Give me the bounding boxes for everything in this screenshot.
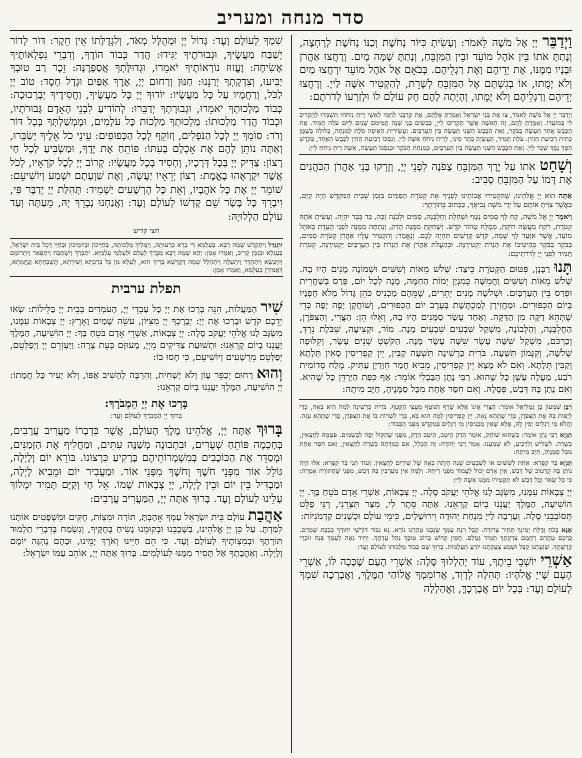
kaddish-lead-word: יִתְגַּדַּל: [268, 241, 283, 249]
passage-text: אֹתוֹ עַל יֶרֶךְ הַמִּזְבֵּחַ צָפֹנָה לִפְנֵי יְיָ, וְזָרְקוּ בְּנֵי אַהֲרֹן הַכֹּהֲנִים אֶת דָּמוֹ עַל הַמִּזְבֵּחַ סָבִיב:: [299, 160, 572, 187]
barchu-call: בָּרְכוּ אֶת יְיָ הַמְבֹרָךְ:: [104, 397, 188, 411]
column-divider: [291, 35, 292, 753]
commentary-tanya-1: [299, 431, 572, 456]
right-column: [299, 35, 572, 753]
passage-text: רַחוּם יְכַפֵּר עָוֹן וְלֹא יַשְׁחִית, וְהִרְבָּה לְהָשִׁיב אַפּוֹ, וְלֹא יָעִיר כָּל חֲמָתוֹ: יְיָ הוֹשִׁיעָה, הַמֶּלֶךְ יַעֲנֵנוּ בְיוֹם קָרְאֵנוּ:: [9, 370, 283, 394]
two-column-body: [10, 35, 572, 753]
passage-text: אַתָּה יְיָ, אֱלֹהֵינוּ מֶלֶךְ הָעוֹלָם, אֲשֶׁר בִּדְבָרוֹ מַעֲרִיב עֲרָבִים, בְּחָכְמָה פּוֹתֵחַ שְׁעָרִים, וּבִתְבוּנָה מְשַׁנֶּה עִתִּים, וּמַחֲלִיף אֶת הַזְּמַנִּים, וּמְסַדֵּר אֶת הַכּוֹכָבִים בְּמִשְׁמְרוֹתֵיהֶם בָּרָקִיעַ כִּרְצוֹנוֹ. בּוֹרֵא יוֹם וָלָיְלָה, גּוֹלֵל אוֹר מִפְּנֵי חֹשֶׁךְ וְחֹשֶׁךְ מִפְּנֵי אוֹר. וּמַעֲבִיר יוֹם וּמֵבִיא לָיְלָה, וּמַבְדִּיל בֵּין יוֹם וּבֵין לָיְלָה, יְיָ צְבָאוֹת שְׁמוֹ. אֵל חַי וְקַיָּם תָּמִיד יִמְלוֹךְ עָלֵינוּ לְעוֹלָם וָעֶד. בָּרוּךְ אַתָּה יְיָ, הַמַּעֲרִיב עֲרָבִים:: [9, 425, 283, 505]
kaddish-body: וְיִתְקַדַּשׁ שְׁמֵהּ רַבָּא. בְּעָלְמָא דִּי בְרָא כִרְעוּתֵהּ, וְיַמְלִיךְ מַלְכוּתֵהּ, בְּחַיֵּיכוֹן וּבְיוֹמֵיכוֹן וּבְחַיֵּי דְכָל בֵּית יִשְׂרָאֵל, בַּעֲגָלָא וּבִזְמַן קָרִיב, וְאִמְרוּ אָמֵן: יְהֵא שְׁמֵהּ רַבָּא מְבָרַךְ לְעָלַם וּלְעָלְמֵי עָלְמַיָּא. יִתְבָּרַךְ וְיִשְׁתַּבַּח וְיִתְפָּאַר וְיִתְרוֹמַם וְיִתְנַשֵּׂא וְיִתְהַדָּר וְיִתְעַלֶּה וְיִתְהַלָּל שְׁמֵהּ דְּקֻדְשָׁא בְּרִיךְ הוּא, לְעֵלָּא מִן כָּל בִּרְכָתָא וְשִׁירָתָא, תֻּשְׁבְּחָתָא וְנֶחֱמָתָא, דַּאֲמִירָן בְּעָלְמָא, וְאִמְרוּ אָמֵן:: [9, 241, 283, 274]
commentary-ana: [299, 526, 572, 551]
commentary-lead-word: תַּנְיָא: [559, 431, 572, 440]
commentary-text: שִׁמְעוֹן בֶּן גַּמְלִיאֵל אוֹמֵר: הַצֳּרִי אֵינוֹ אֶלָּא שְׂרָף הַנּוֹטֵף מֵעֲצֵי הַקְּטָף. בֹּרִית כַּרְשִׁינָה לְמָה הִיא בָאָה, כְּדֵי לְיַפּוֹת בָּהּ אֶת הַצִּפֹּרֶן, כְּדֵי שֶׁתְּהֵא נָאָה. יֵין קַפְרִיסִין לְמָה הוּא בָא, כְּדֵי לִשְׁרוֹת בּוֹ אֶת הַצִּפֹּרֶן, כְּדֵי שֶׁתְּהֵא עַזָּה. וַהֲלֹא מֵי רַגְלַיִם יָפִין לָהּ, אֶלָּא שֶׁאֵין מַכְנִיסִין מֵי רַגְלַיִם בַּמִּקְדָּשׁ מִפְּנֵי הַכָּבוֹד:: [299, 403, 572, 428]
commentary-text: הוּא יְיָ אֱלֹהֵינוּ, שֶׁהִקְטִירוּ אֲבוֹתֵינוּ לְפָנֶיךָ אֶת קְטֹרֶת הַסַּמִּים בִּזְמַן שֶׁבֵּית הַמִּקְדָּשׁ הָיָה קַיָּם, כַּאֲשֶׁר צִוִּיתָ אוֹתָם עַל יְדֵי מֹשֶׁה נְבִיאֶךָ, כַּכָּתוּב בְּתוֹרָתֶךָ:: [299, 190, 572, 210]
passage-vaydaber: [299, 35, 572, 105]
passage-lead-word: אַהֲבַת: [247, 506, 283, 525]
passage-text: יְיָ אֶל מֹשֶׁה לֵּאמֹר: וְעָשִׂיתָ כִּיּוֹר נְחֹשֶׁת וְכַנּוֹ נְחֹשֶׁת לְרָחְצָה, וְנָתַתָּ אֹתוֹ בֵּין אֹהֶל מוֹעֵד וּבֵין הַמִּזְבֵּחַ, וְנָתַתָּ שָׁמָּה מָיִם. וְרָחֲצוּ אַהֲרֹן וּבָנָיו מִמֶּנּוּ, אֶת יְדֵיהֶם וְאֶת רַגְלֵיהֶם. בְּבֹאָם אֶל אֹהֶל מוֹעֵד יִרְחֲצוּ מַיִם וְלֹא יָמֻתוּ, אוֹ בְגִשְׁתָּם אֶל הַמִּזְבֵּחַ לְשָׁרֵת, לְהַקְטִיר אִשֶּׁה לַייָ. וְרָחֲצוּ יְדֵיהֶם וְרַגְלֵיהֶם וְלֹא יָמֻתוּ, וְהָיְתָה לָהֶם חָק עוֹלָם לוֹ וּלְזַרְעוֹ לְדֹרֹתָם:: [299, 37, 572, 103]
commentary-block: וַיְדַבֵּר יְיָ אֶל מֹשֶׁה לֵּאמֹר, צַו אֶת בְּנֵי יִשְׂרָאֵל וְאָמַרְתָּ אֲלֵהֶם, אֶת קָרְבָּנִי לַחְמִי לְאִשַּׁי רֵיחַ נִיחֹחִי תִּשְׁמְרוּ לְהַקְרִיב לִי בְּמוֹעֲדוֹ. וְאָמַרְתָּ לָהֶם, זֶה הָאִשֶּׁה אֲשֶׁר תַּקְרִיבוּ לַייָ, כְּבָשִׂים בְּנֵי שָׁנָה תְמִימִם שְׁנַיִם לַיּוֹם עֹלָה תָמִיד. אֶת הַכֶּבֶשׂ אֶחָד תַּעֲשֶׂה בַבֹּקֶר, וְאֵת הַכֶּבֶשׂ הַשֵּׁנִי תַּעֲשֶׂה בֵּין הָעַרְבָּיִם. וַעֲשִׂירִית הָאֵיפָה סֹלֶת לְמִנְחָה, בְּלוּלָה בְּשֶׁמֶן כָּתִית רְבִיעִת הַהִין. עֹלַת תָּמִיד, הָעֲשֻׂיָה בְּהַר סִינַי, לְרֵיחַ נִיחֹחַ אִשֶּׁה לַייָ. וְנִסְכּוֹ רְבִיעִת הַהִין לַכֶּבֶשׂ הָאֶחָד, בַּקֹּדֶשׁ הַסֵּךְ נֶסֶךְ שֵׁכָר לַייָ. וְאֵת הַכֶּבֶשׂ הַשֵּׁנִי תַּעֲשֶׂה בֵּין הָעַרְבָּיִם, כְּמִנְחַת הַבֹּקֶר וּכְנִסְכּוֹ תַּעֲשֶׂה, אִשֵּׁה רֵיחַ נִיחֹחַ לַייָ:: [299, 108, 572, 155]
passage-ahavat-olam: [9, 506, 283, 560]
left-column: [10, 35, 283, 753]
kaddish-text: [10, 238, 283, 277]
passage-ashrei-continued: שִׁמְךָ לְעוֹלָם וָעֶד: גָּדוֹל יְיָ וּמְהֻלָּל מְאֹד, וְלִגְדֻלָּתוֹ אֵין חֵקֶר: דּוֹר לְדוֹר יְשַׁבַּח מַעֲשֶׂיךָ, וּגְבוּרֹתֶיךָ יַגִּידוּ: הֲדַר כְּבוֹד הוֹדֶךָ, וְדִבְרֵי נִפְלְאוֹתֶיךָ אָשִׂיחָה: וֶעֱזוּז נוֹרְאוֹתֶיךָ יֹאמֵרוּ, וּגְדוּלָּתְךָ אֲסַפְּרֶנָּה: זֵכֶר רַב טוּבְךָ יַבִּיעוּ, וְצִדְקָתְךָ יְרַנֵּנוּ: חַנּוּן וְרַחוּם יְיָ, אֶרֶךְ אַפַּיִם וּגְדָל חָסֶד: טוֹב יְיָ לַכֹּל, וְרַחֲמָיו עַל כָּל מַעֲשָׂיו: יוֹדוּךָ יְיָ כָּל מַעֲשֶׂיךָ, וַחֲסִידֶיךָ יְבָרְכוּכָה: כְּבוֹד מַלְכוּתְךָ יֹאמֵרוּ, וּגְבוּרָתְךָ יְדַבֵּרוּ: לְהוֹדִיעַ לִבְנֵי הָאָדָם גְּבוּרֹתָיו, וּכְבוֹד הֲדַר מַלְכוּתוֹ: מַלְכוּתְךָ מַלְכוּת כָּל עֹלָמִים, וּמֶמְשַׁלְתְּךָ בְּכָל דּוֹר וָדֹר: סוֹמֵךְ יְיָ לְכָל הַנֹּפְלִים, וְזוֹקֵף לְכָל הַכְּפוּפִים: עֵינֵי כֹל אֵלֶיךָ יְשַׂבֵּרוּ, וְאַתָּה נוֹתֵן לָהֶם אֶת אָכְלָם בְּעִתּוֹ: פּוֹתֵחַ אֶת יָדֶךָ, וּמַשְׂבִּיעַ לְכָל חַי רָצוֹן: צַדִּיק יְיָ בְּכָל דְּרָכָיו, וְחָסִיד בְּכָל מַעֲשָׂיו: קָרוֹב יְיָ לְכָל קֹרְאָיו, לְכֹל אֲשֶׁר יִקְרָאֻהוּ בֶאֱמֶת: רְצוֹן יְרֵאָיו יַעֲשֶׂה, וְאֶת שַׁוְעָתָם יִשְׁמַע וְיוֹשִׁיעֵם: שׁוֹמֵר יְיָ אֶת כָּל אֹהֲבָיו, וְאֵת כָּל הָרְשָׁעִים יַשְׁמִיד: תְּהִלַּת יְיָ יְדַבֶּר פִּי, וִיבָרֵךְ כָּל בָּשָׂר שֵׁם קָדְשׁוֹ לְעוֹלָם וָעֶד: וַאֲנַחְנוּ נְבָרֵךְ יָהּ, מֵעַתָּה וְעַד עוֹלָם הַלְלוּיָהּ:: [9, 35, 283, 223]
commentary-text: בַּר קַפָּרָא: אַחַת לְשִׁשִּׁים אוֹ לְשִׁבְעִים שָׁנָה הָיְתָה בָאָה שֶׁל שִׁירַיִם לַחֲצָאִין. וְעוֹד תָּנֵי בַּר קַפָּרָא: אִלּוּ הָיָה נוֹתֵן בָּהּ קָרְטוֹב שֶׁל דְּבַשׁ, אֵין אָדָם יָכוֹל לַעֲמוֹד מִפְּנֵי רֵיחָהּ. וְלָמָּה אֵין מְעָרְבִין בָּהּ דְּבַשׁ, מִפְּנֵי שֶׁהַתּוֹרָה אָמְרָה: כִּי כָל שְׂאֹר וְכָל דְּבַשׁ לֹא תַקְטִירוּ מִמֶּנּוּ אִשֶּׁה לַייָ:: [299, 459, 572, 484]
passage-lead-word: שִׁיר: [260, 298, 283, 317]
passage-tanu-rabanan: [299, 258, 572, 396]
passage-ashrei: [299, 550, 572, 597]
commentary-lead-word: אָנָּא: [561, 526, 572, 535]
commentary-raban: [299, 403, 572, 428]
commentary-text: רַבִּי נָתָן אוֹמֵר: כְּשֶׁהוּא שׁוֹחֵק, אוֹמֵר הָדֵק הֵיטֵב, הֵיטֵב הָדֵק, מִפְּנֵי שֶׁהַקּוֹל יָפֶה לַבְּשָׂמִים. פִּטְּמָהּ לַחֲצָאִין, כְּשֵׁרָה. לִשְׁלִישׁ וְלִרְבִיעַ, לֹא שָׁמַעְנוּ. אָמַר רַבִּי יְהוּדָה: זֶה הַכְּלָל, אִם כְּמִדָּתָהּ כְּשֵׁרָה לַחֲצָאִין, וְאִם חִסַּר אַחַת מִכָּל סַמָּנֶיהָ, חַיָּב מִיתָה:: [299, 431, 572, 456]
commentary-lead-word: תַּנְיָא: [559, 459, 572, 468]
passage-veshachat: [299, 155, 572, 188]
passage-vehu-rachum: [9, 364, 283, 394]
passage-lead-word: אַשְׁרֵי: [540, 550, 572, 569]
commentary-lead-word: אַתָּה: [558, 190, 572, 200]
passage-text: יוֹשְׁבֵי בֵיתֶךָ, עוֹד יְהַלְלוּךָ סֶּלָה: אַשְׁרֵי הָעָם שֶׁכָּכָה לּוֹ, אַשְׁרֵי הָעָם שֶׁייָ אֱלֹהָיו: תְּהִלָּה לְדָוִד, אֲרוֹמִמְךָ אֱלוֹהַי הַמֶּלֶךְ, וַאֲבָרְכָה שִׁמְךָ לְעוֹלָם וָעֶד: בְּכָל יוֹם אֲבָרְכֶךָּ, וַאֲהַלְלָה: [299, 555, 572, 595]
passage-lead-word: וְהוּא: [256, 364, 283, 383]
barchu-response: בָּרוּךְ יְיָ הַמְבֹרָךְ לְעוֹלָם וָעֶד:: [110, 412, 182, 421]
commentary-text: יְיָ אֶל מֹשֶׁה, קַח לְךָ סַמִּים נָטָף וּשְׁחֵלֶת וְחֶלְבְּנָה, סַמִּים וּלְבֹנָה זַכָּה, בַּד בְּבַד יִהְיֶה. וְעָשִׂיתָ אֹתָהּ קְטֹרֶת, רֹקַח מַעֲשֵׂה רוֹקֵחַ, מְמֻלָּח טָהוֹר קֹדֶשׁ. וְשָׁחַקְתָּ מִמֶּנָּה הָדֵק, וְנָתַתָּה מִמֶּנָּה לִפְנֵי הָעֵדֻת בְּאֹהֶל מוֹעֵד, אֲשֶׁר אִוָּעֵד לְךָ שָׁמָּה, קֹדֶשׁ קָדָשִׁים תִּהְיֶה לָכֶם. וְנֶאֱמַר: וְהִקְטִיר עָלָיו אַהֲרֹן קְטֹרֶת סַמִּים, בַּבֹּקֶר בַּבֹּקֶר בְּהֵיטִיבוֹ אֶת הַנֵּרֹת יַקְטִירֶנָּה. וּבְהַעֲלֹת אַהֲרֹן אֶת הַנֵּרֹת בֵּין הָעַרְבַּיִם יַקְטִירֶנָּה, קְטֹרֶת תָּמִיד לִפְנֵי יְיָ לְדֹרֹתֵיכֶם:: [299, 212, 572, 259]
commentary-text: בְּכֹחַ גְּדֻלַּת יְמִינְךָ תַּתִּיר צְרוּרָה. קַבֵּל רִנַּת עַמְּךָ שַׂגְּבֵנוּ טַהֲרֵנוּ נוֹרָא. נָא גִבּוֹר דּוֹרְשֵׁי יִחוּדְךָ כְּבָבַת שָׁמְרֵם. בָּרְכֵם טַהֲרֵם רַחֲמֵם צִדְקָתְךָ תָּמִיד גָּמְלֵם. חֲסִין קָדוֹשׁ בְּרוֹב טוּבְךָ נַהֵל עֲדָתֶךָ. יָחִיד גֵּאֶה לְעַמְּךָ פְּנֵה זוֹכְרֵי קְדֻשָּׁתֶךָ. שַׁוְעָתֵנוּ קַבֵּל וּשְׁמַע צַעֲקָתֵנוּ יוֹדֵעַ תַּעֲלֻמוֹת. בָּרוּךְ שֵׁם כְּבוֹד מַלְכוּתוֹ לְעוֹלָם וָעֶד:: [299, 526, 572, 551]
kaddish-note: חצי קדיש: [133, 227, 160, 235]
commentary-ata-hu: [299, 191, 572, 209]
commentary-lead-word: וַיֹּאמֶר: [555, 212, 572, 222]
section-heading-arvit: תפלת ערבית: [111, 281, 182, 298]
passage-lead-word: בָּרוּךְ: [256, 420, 283, 439]
page-title: סדר מנחה ומעריב: [10, 6, 572, 31]
commentary-tanya-2: [299, 459, 572, 484]
passage-text: הַמַּעֲלוֹת, הִנֵּה בָּרְכוּ אֶת יְיָ כָּל עַבְדֵי יְיָ, הָעֹמְדִים בְּבֵית יְיָ בַּלֵּילוֹת: שְׂאוּ יְדֵכֶם קֹדֶשׁ וּבָרְכוּ אֶת יְיָ: יְבָרֶכְךָ יְיָ מִצִּיּוֹן, עֹשֵׂה שָׁמַיִם וָאָרֶץ: יְיָ צְבָאוֹת עִמָּנוּ, מִשְׂגָּב לָנוּ אֱלֹהֵי יַעֲקֹב סֶלָה: יְיָ צְבָאוֹת, אַשְׁרֵי אָדָם בֹּטֵחַ בָּךְ: יְיָ הוֹשִׁיעָה, הַמֶּלֶךְ יַעֲנֵנוּ בְיוֹם קָרְאֵנוּ: וּתְשׁוּעַת צַדִּיקִים מֵיְיָ, מָעוּזָּם בְּעֵת צָרָה: וַיַּעְזְרֵם יְיָ וַיְפַלְּטֵם, יְפַלְּטֵם מֵרְשָׁעִים וְיוֹשִׁיעֵם, כִּי חָסוּ בוֹ:: [9, 304, 283, 364]
passage-hashem-tzvaot: יְיָ צְבָאוֹת עִמָּנוּ, מִשְׂגָּב לָנוּ אֱלֹהֵי יַעֲקֹב סֶלָה. יְיָ צְבָאוֹת, אַשְׁרֵי אָדָם בֹּטֵחַ בָּךְ. יְיָ הוֹשִׁיעָה, הַמֶּלֶךְ יַעֲנֵנוּ בְיוֹם קָרְאֵנוּ. אַתָּה סֵתֶר לִי, מִצַּר תִּצְּרֵנִי, רָנֵּי פַלֵּט תְּסוֹבְבֵנִי סֶלָה. וְעָרְבָה לַייָ מִנְחַת יְהוּדָה וִירוּשָׁלָיִם, כִּימֵי עוֹלָם וּכְשָׁנִים קַדְמֹנִיּוֹת:: [299, 487, 572, 523]
passage-lead-word: תָּנוּ: [554, 258, 572, 277]
passage-text: רַבָּנָן, פִּטּוּם הַקְּטֹרֶת כֵּיצַד: שְׁלֹשׁ מֵאוֹת וְשִׁשִּׁים וּשְׁמוֹנָה מָנִים הָיוּ בָהּ. שְׁלֹשׁ מֵאוֹת וְשִׁשִּׁים וַחֲמִשָּׁה כְּמִנְיַן יְמוֹת הַחַמָּה, מָנֶה לְכָל יוֹם, פְּרַס בְּשַׁחֲרִית וּפְרַס בֵּין הָעַרְבָּיִם. וּשְׁלֹשָׁה מָנִים יְתֵרִים, שֶׁמֵּהֶם מַכְנִיס כֹּהֵן גָּדוֹל מְלֹא חָפְנָיו בְּיוֹם הַכִּפּוּרִים. וּמַחֲזִירָן לְמַכְתֶּשֶׁת בְּעֶרֶב יוֹם הַכִּפּוּרִים, וְשׁוֹחֲקָן יָפֶה יָפֶה כְּדֵי שֶׁתְּהֵא דַקָּה מִן הַדַּקָּה. וְאַחַד עָשָׂר סַמָּנִים הָיוּ בָהּ, וְאֵלּוּ הֵן: הַצֳּרִי, וְהַצִּפֹּרֶן, הַחֶלְבְּנָה, וְהַלְּבוֹנָה, מִשְׁקַל שִׁבְעִים שִׁבְעִים מָנֶה. מוֹר, וּקְצִיעָה, שִׁבֹּלֶת נֵרְדְּ, וְכַרְכֹּם, מִשְׁקַל שִׁשָּׁה עָשָׂר שִׁשָּׁה עָשָׂר מָנֶה. הַקֹּשְׁטְ שְׁנֵים עָשָׂר, וְקִלּוּפָה שְׁלֹשָׁה, וְקִנָּמוֹן תִּשְׁעָה. בֹּרִית כַּרְשִׁינָה תִּשְׁעָה קַבִּין, יֵין קַפְרִיסִין סְאִין תְּלָתָא וְקַבִּין תְּלָתָא. וְאִם לֹא מָצָא יֵין קַפְרִיסִין, מֵבִיא חֲמַר חִוַּרְיָן עַתִּיק. מֶלַח סְדוֹמִית רֹבַע, מַעֲלֶה עָשָׁן כָּל שֶׁהוּא. רַבִּי נָתָן הַבַּבְלִי אוֹמֵר: אַף כִּפַּת הַיַּרְדֵּן כָּל שֶׁהִיא. וְאִם נָתַן בָּהּ דְּבַשׁ, פְּסָלָהּ. וְאִם חִסַּר אַחַת מִכָּל סַמָּנֶיהָ, חַיָּב מִיתָה:: [299, 264, 572, 396]
commentary-lead-word: רַבָּן: [563, 403, 572, 412]
passage-maariv-aravim: [9, 420, 283, 506]
divider: [299, 399, 572, 400]
passage-shir-hamaalot: [9, 298, 283, 364]
passage-lead-word: וְשָׁחַט: [539, 155, 572, 174]
commentary-vayomer: [299, 212, 572, 258]
passage-lead-word: וַיְדַבֵּר: [542, 35, 572, 50]
passage-text: עוֹלָם בֵּית יִשְׂרָאֵל עַמְּךָ אָהָבְתָּ, תּוֹרָה וּמִצְוֹת, חֻקִּים וּמִשְׁפָּטִים אוֹתָנוּ לִמַּדְתָּ. עַל כֵּן יְיָ אֱלֹהֵינוּ, בְּשָׁכְבֵנוּ וּבְקוּמֵנוּ נָשִׂיחַ בְּחֻקֶּיךָ, וְנִשְׂמַח בְּדִבְרֵי תַלְמוּד תּוֹרָתֶךָ וּבְמִצְוֹתֶיךָ לְעוֹלָם וָעֶד. כִּי הֵם חַיֵּינוּ וְאֹרֶךְ יָמֵינוּ, וּבָהֶם נֶהְגֶּה יוֹמָם וָלָיְלָה. וְאַהֲבָתְךָ אַל תָּסִיר מִמֶּנּוּ לְעוֹלָמִים. בָּרוּךְ אַתָּה יְיָ, אוֹהֵב עַמּוֹ יִשְׂרָאֵל:: [9, 512, 283, 560]
